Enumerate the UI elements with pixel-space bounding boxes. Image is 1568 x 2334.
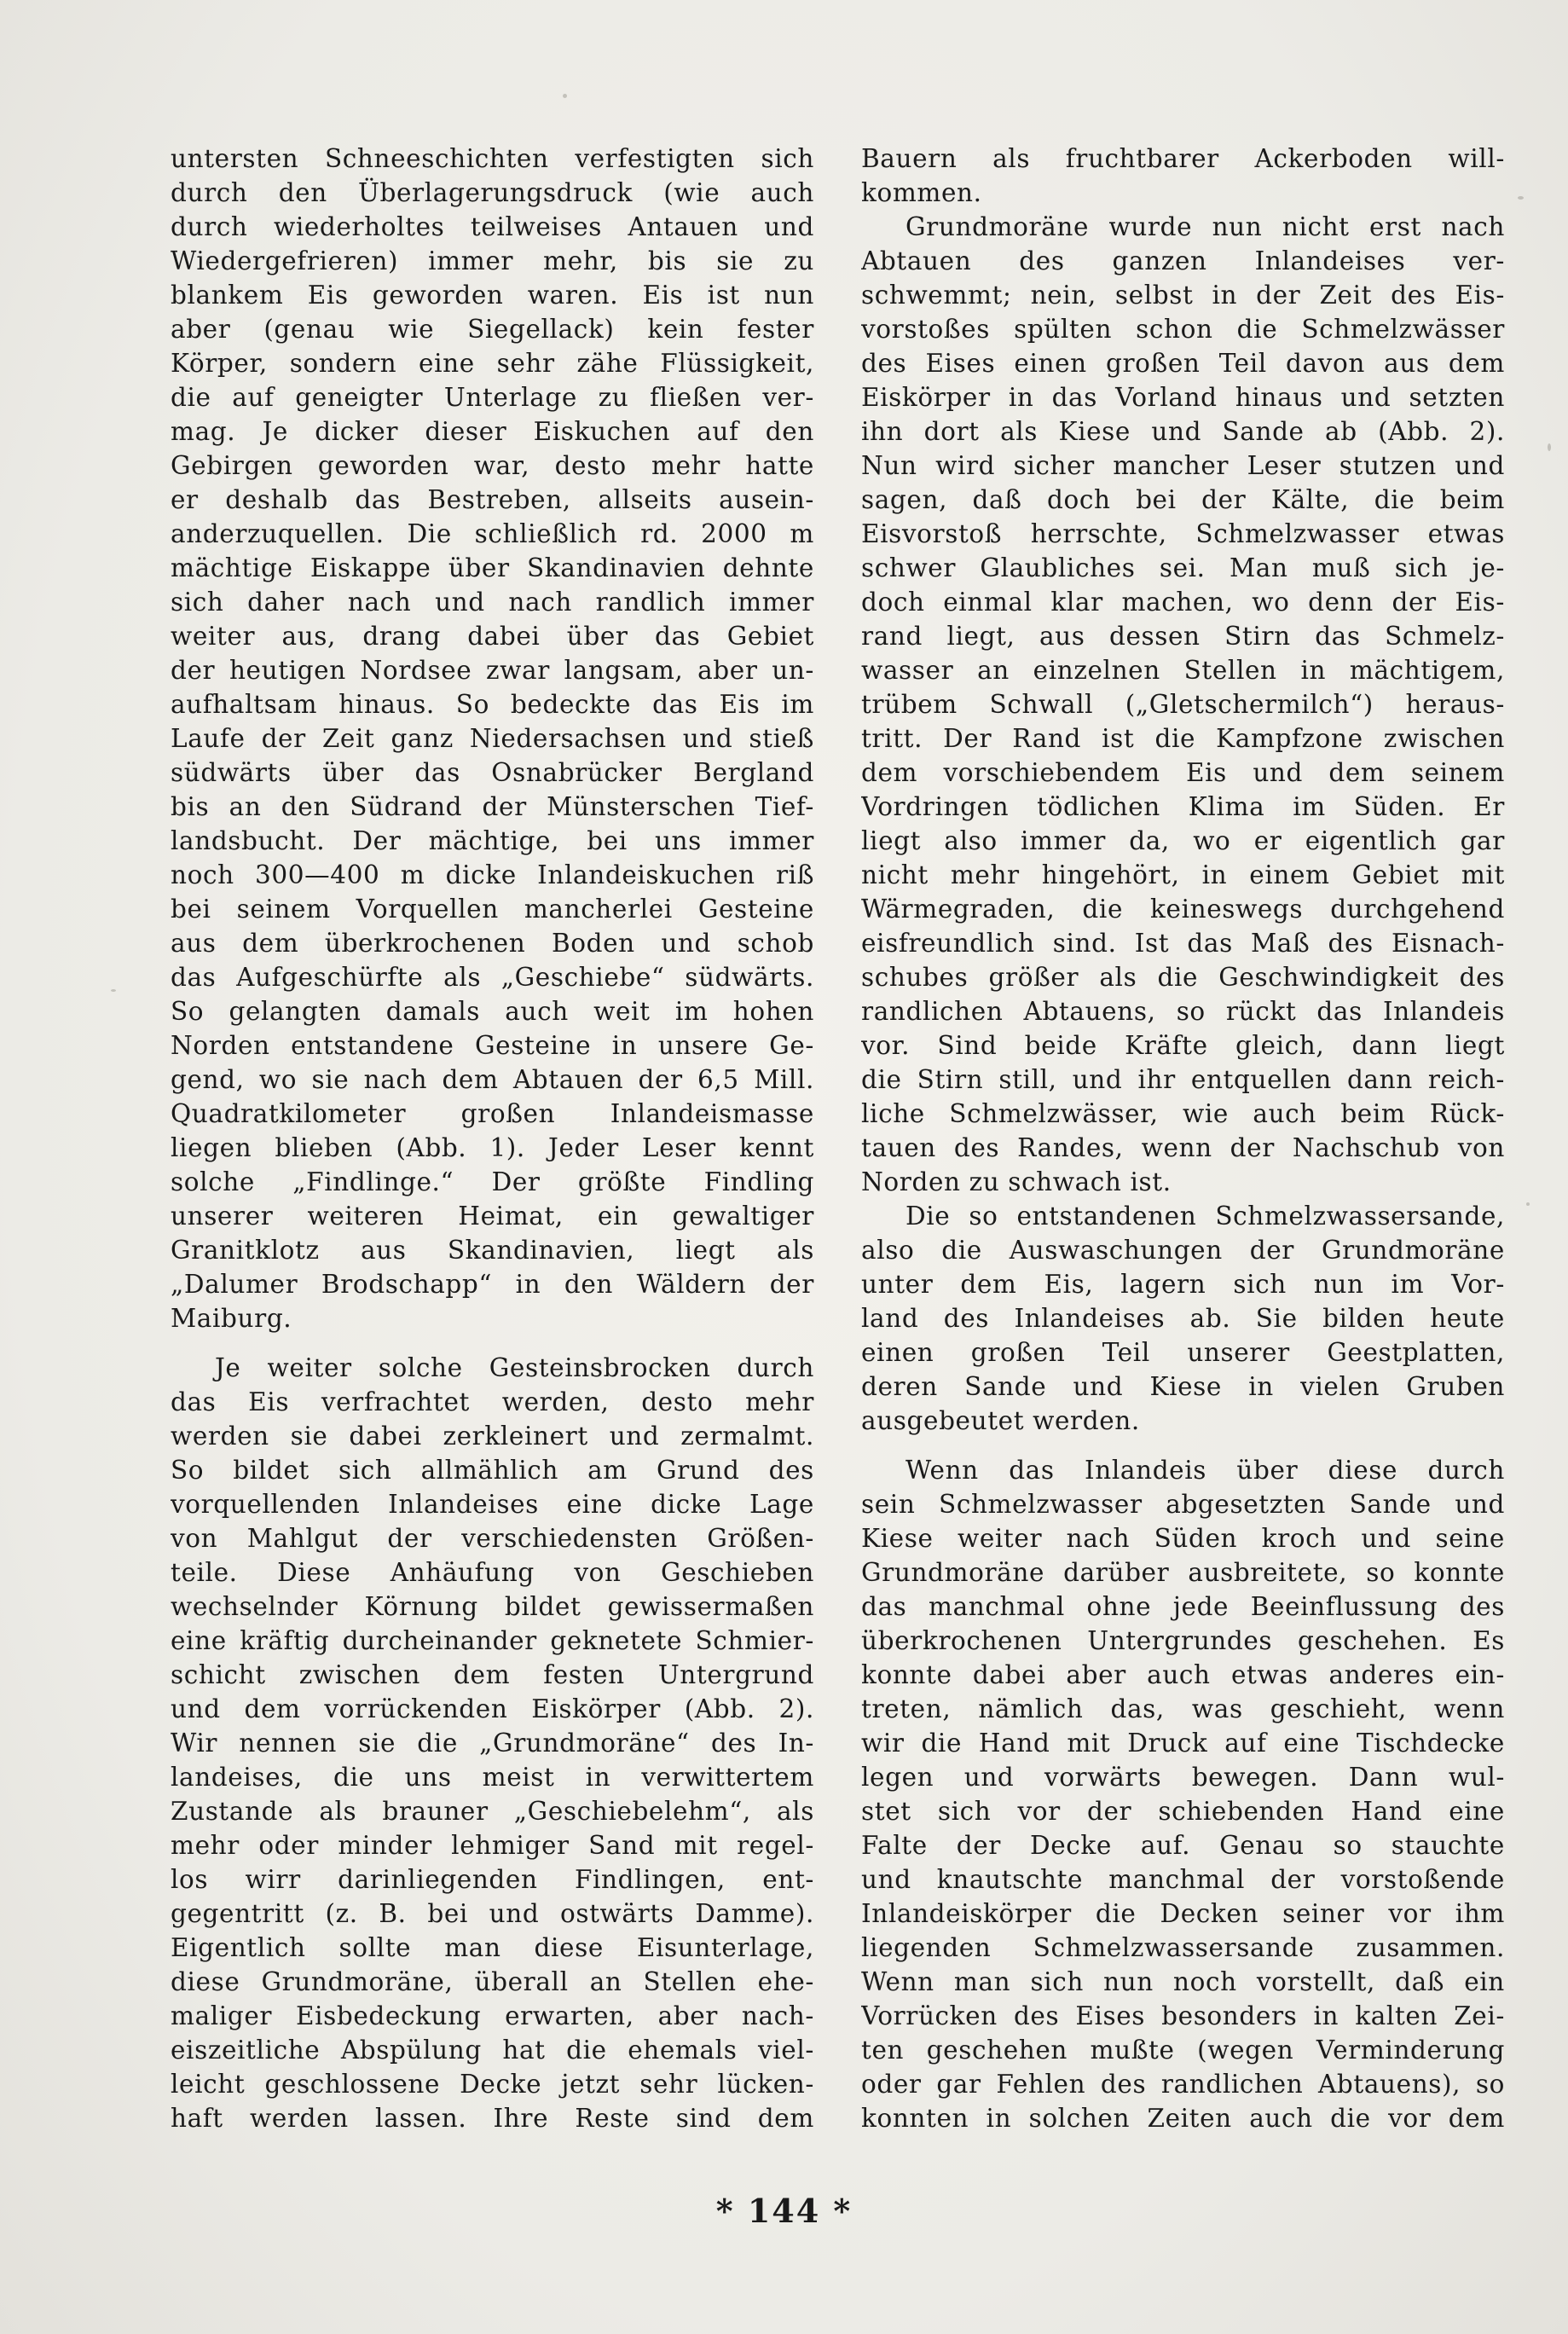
text-line: legen und vorwärts bewegen. Dann wul- xyxy=(861,1763,1505,1792)
text-line: landsbucht. Der mächtige, bei uns immer xyxy=(171,826,814,855)
text-line: ihn dort als Kiese und Sande ab (Abb. 2). xyxy=(861,417,1505,446)
text-line: anderzuquellen. Die schließlich rd. 2000 m xyxy=(171,519,814,548)
text-line: vor. Sind beide Kräfte gleich, dann liegt xyxy=(861,1031,1505,1060)
text-line: mehr oder minder lehmiger Sand mit regel- xyxy=(171,1831,814,1860)
paragraph-gap xyxy=(861,1438,1505,1453)
text-line: schubes größer als die Geschwindigkeit des xyxy=(861,963,1505,992)
text-line: eine kräftig durcheinander geknetete Schmier- xyxy=(171,1626,814,1655)
text-line: bis an den Südrand der Münsterschen Tief- xyxy=(171,792,814,821)
text-line: maliger Eisbedeckung erwarten, aber nach- xyxy=(171,2001,814,2030)
page-number: * 144 * xyxy=(715,2192,853,2230)
text-line: Eigentlich sollte man diese Eisunterlage, xyxy=(171,1933,814,1962)
text-line: noch 300—400 m dicke Inlandeiskuchen riß xyxy=(171,860,814,889)
text-line: durch den Überlagerungsdruck (wie auch xyxy=(171,178,814,207)
text-line: die auf geneigter Unterlage zu fließen ver- xyxy=(171,383,814,412)
text-line: Norden entstandene Gesteine in unsere Ge- xyxy=(171,1031,814,1060)
text-line: So bildet sich allmählich am Grund des xyxy=(171,1456,814,1485)
text-line: So gelangten damals auch weit im hohen xyxy=(171,997,814,1026)
text-line: und knautschte manchmal der vorstoßende xyxy=(861,1865,1505,1894)
text-line: gend, wo sie nach dem Abtauen der 6,5 Mill. xyxy=(171,1065,814,1094)
text-line: Je weiter solche Gesteinsbrocken durch xyxy=(215,1353,814,1382)
text-line: das Aufgeschürfte als „Geschiebe“ südwärts. xyxy=(171,963,814,992)
text-line: er deshalb das Bestreben, allseits ausein- xyxy=(171,485,814,514)
text-line: liche Schmelzwässer, wie auch beim Rück- xyxy=(861,1099,1505,1128)
text-line: der heutigen Nordsee zwar langsam, aber un- xyxy=(171,656,814,685)
text-line: von Mahlgut der verschiedensten Größen- xyxy=(171,1524,814,1553)
text-line: Falte der Decke auf. Genau so stauchte xyxy=(861,1831,1505,1860)
left-text-column xyxy=(171,142,814,2135)
text-line: eisfreundlich sind. Ist das Maß des Eisnach- xyxy=(861,929,1505,958)
text-line: wir die Hand mit Druck auf eine Tischdecke xyxy=(861,1729,1505,1758)
text-line: tritt. Der Rand ist die Kampfzone zwischen xyxy=(861,724,1505,753)
text-line: oder gar Fehlen des randlichen Abtauens), so xyxy=(861,2070,1505,2099)
text-line: wechselnder Körnung bildet gewissermaßen xyxy=(171,1592,814,1621)
text-line: Wir nennen sie die „Grundmoräne“ des In- xyxy=(171,1729,814,1758)
text-line: leicht geschlossene Decke jetzt sehr lücken- xyxy=(171,2070,814,2099)
text-line: kommen. xyxy=(861,178,982,207)
text-line: Abtauen des ganzen Inlandeises ver- xyxy=(861,246,1505,275)
text-line: Wiedergefrieren) immer mehr, bis sie zu xyxy=(171,246,814,275)
paper-speck xyxy=(1548,443,1551,451)
text-line: Inlandeiskörper die Decken seiner vor ihm xyxy=(861,1899,1505,1928)
text-line: schwemmt; nein, selbst in der Zeit des Eis- xyxy=(861,281,1505,310)
text-line: bei seinem Vorquellen mancherlei Gesteine xyxy=(171,895,814,924)
text-line: liegen blieben (Abb. 1). Jeder Leser kennt xyxy=(171,1133,814,1162)
text-line: unter dem Eis, lagern sich nun im Vor- xyxy=(861,1270,1505,1299)
text-line: sich daher nach und nach randlich immer xyxy=(171,588,814,617)
text-line: Eisvorstoß herrschte, Schmelzwasser etwas xyxy=(861,519,1505,548)
text-line: Körper, sondern eine sehr zähe Flüssigkeit, xyxy=(171,349,814,378)
text-line: untersten Schneeschichten verfestigten sich xyxy=(171,144,814,173)
text-line: weiter aus, drang dabei über das Gebiet xyxy=(171,622,814,651)
text-line: Granitklotz aus Skandinavien, liegt als xyxy=(171,1236,814,1265)
text-line: Wenn das Inlandeis über diese durch xyxy=(906,1456,1505,1485)
text-line: trübem Schwall („Gletschermilch“) heraus- xyxy=(861,690,1505,719)
text-line: Eiskörper in das Vorland hinaus und setzten xyxy=(861,383,1505,412)
text-line: Wärmegraden, die keineswegs durchgehend xyxy=(861,895,1505,924)
paper-speck xyxy=(111,989,116,992)
text-line: deren Sande und Kiese in vielen Gruben xyxy=(861,1372,1505,1401)
right-text-column xyxy=(861,142,1505,2135)
text-line: wasser an einzelnen Stellen in mächtigem, xyxy=(861,656,1505,685)
text-line: tauen des Randes, wenn der Nachschub von xyxy=(861,1133,1505,1162)
text-line: haft werden lassen. Ihre Reste sind dem xyxy=(171,2104,814,2133)
text-line: gegentritt (z. B. bei und ostwärts Damme). xyxy=(171,1899,814,1928)
text-line: Die so entstandenen Schmelzwassersande, xyxy=(906,1202,1505,1231)
text-line: werden sie dabei zerkleinert und zermalmt. xyxy=(171,1422,814,1451)
text-line: also die Auswaschungen der Grundmoräne xyxy=(861,1236,1505,1265)
text-line: Grundmoräne wurde nun nicht erst nach xyxy=(906,212,1505,241)
text-line: liegt also immer da, wo er eigentlich gar xyxy=(861,826,1505,855)
text-line: konnte dabei aber auch etwas anderes ein- xyxy=(861,1660,1505,1689)
text-line: eiszeitliche Abspülung hat die ehemals viel- xyxy=(171,2036,814,2065)
text-line: Kiese weiter nach Süden kroch und seine xyxy=(861,1524,1505,1553)
text-line: Quadratkilometer großen Inlandeismasse xyxy=(171,1099,814,1128)
text-line: vorstoßes spülten schon die Schmelzwässer xyxy=(861,315,1505,344)
text-line: vorquellenden Inlandeises eine dicke Lage xyxy=(171,1490,814,1519)
text-line: blankem Eis geworden waren. Eis ist nun xyxy=(171,281,814,310)
paper-speck xyxy=(1526,1202,1530,1206)
text-line: unserer weiteren Heimat, ein gewaltiger xyxy=(171,1202,814,1231)
text-line: rand liegt, aus dessen Stirn das Schmelz- xyxy=(861,622,1505,651)
text-line: südwärts über das Osnabrücker Bergland xyxy=(171,758,814,787)
text-line: mächtige Eiskappe über Skandinavien dehnte xyxy=(171,553,814,582)
text-line: durch wiederholtes teilweises Antauen und xyxy=(171,212,814,241)
text-line: sein Schmelzwasser abgesetzten Sande und xyxy=(861,1490,1505,1519)
text-line: Wenn man sich nun noch vorstellt, daß ein xyxy=(861,1967,1505,1996)
text-line: und dem vorrückenden Eiskörper (Abb. 2). xyxy=(171,1694,814,1723)
text-line: Laufe der Zeit ganz Niedersachsen und stieß xyxy=(171,724,814,753)
text-line: aber (genau wie Siegellack) kein fester xyxy=(171,315,814,344)
text-line: landeises, die uns meist in verwittertem xyxy=(171,1763,814,1792)
text-line: konnten in solchen Zeiten auch die vor dem xyxy=(861,2104,1505,2133)
text-line: einen großen Teil unserer Geestplatten, xyxy=(861,1338,1505,1367)
text-line: Maiburg. xyxy=(171,1304,292,1333)
text-line: schwer Glaubliches sei. Man muß sich je- xyxy=(861,553,1505,582)
text-line: ten geschehen mußte (wegen Verminderung xyxy=(861,2036,1505,2065)
text-line: Norden zu schwach ist. xyxy=(861,1167,1172,1196)
text-line: aus dem überkrochenen Boden und schob xyxy=(171,929,814,958)
text-line: Grundmoräne darüber ausbreitete, so konnte xyxy=(861,1558,1505,1587)
text-line: das Eis verfrachtet werden, desto mehr xyxy=(171,1387,814,1416)
paragraph-gap xyxy=(171,1335,814,1351)
text-line: Nun wird sicher mancher Leser stutzen und xyxy=(861,451,1505,480)
text-line: schicht zwischen dem festen Untergrund xyxy=(171,1660,814,1689)
text-line: stet sich vor der schiebenden Hand eine xyxy=(861,1797,1505,1826)
text-line: des Eises einen großen Teil davon aus dem xyxy=(861,349,1505,378)
text-line: Bauern als fruchtbarer Ackerboden will- xyxy=(861,144,1505,173)
text-line: die Stirn still, und ihr entquellen dann reich- xyxy=(861,1065,1505,1094)
paper-speck xyxy=(1518,196,1524,200)
text-line: Vorrücken des Eises besonders in kalten Zei- xyxy=(861,2001,1505,2030)
text-line: „Dalumer Brodschapp“ in den Wäldern der xyxy=(171,1270,814,1299)
text-line: nicht mehr hingehört, in einem Gebiet mit xyxy=(861,860,1505,889)
text-line: liegenden Schmelzwassersande zusammen. xyxy=(861,1933,1505,1962)
text-line: das manchmal ohne jede Beeinflussung des xyxy=(861,1592,1505,1621)
text-line: doch einmal klar machen, wo denn der Eis- xyxy=(861,588,1505,617)
text-line: treten, nämlich das, was geschieht, wenn xyxy=(861,1694,1505,1723)
text-line: überkrochenen Untergrundes geschehen. Es xyxy=(861,1626,1505,1655)
text-line: diese Grundmoräne, überall an Stellen ehe- xyxy=(171,1967,814,1996)
text-line: aufhaltsam hinaus. So bedeckte das Eis im xyxy=(171,690,814,719)
text-line: solche „Findlinge.“ Der größte Findling xyxy=(171,1167,814,1196)
text-line: sagen, daß doch bei der Kälte, die beim xyxy=(861,485,1505,514)
paper-speck xyxy=(563,94,567,98)
text-line: randlichen Abtauens, so rückt das Inlandeis xyxy=(861,997,1505,1026)
text-line: dem vorschiebendem Eis und dem seinem xyxy=(861,758,1505,787)
text-line: los wirr darinliegenden Findlingen, ent- xyxy=(171,1865,814,1894)
text-line: Zustande als brauner „Geschiebelehm“, als xyxy=(171,1797,814,1826)
text-line: ausgebeutet werden. xyxy=(861,1406,1140,1435)
text-line: Gebirgen geworden war, desto mehr hatte xyxy=(171,451,814,480)
text-line: mag. Je dicker dieser Eiskuchen auf den xyxy=(171,417,814,446)
text-line: Vordringen tödlichen Klima im Süden. Er xyxy=(861,792,1505,821)
text-line: teile. Diese Anhäufung von Geschieben xyxy=(171,1558,814,1587)
text-line: land des Inlandeises ab. Sie bilden heute xyxy=(861,1304,1505,1333)
